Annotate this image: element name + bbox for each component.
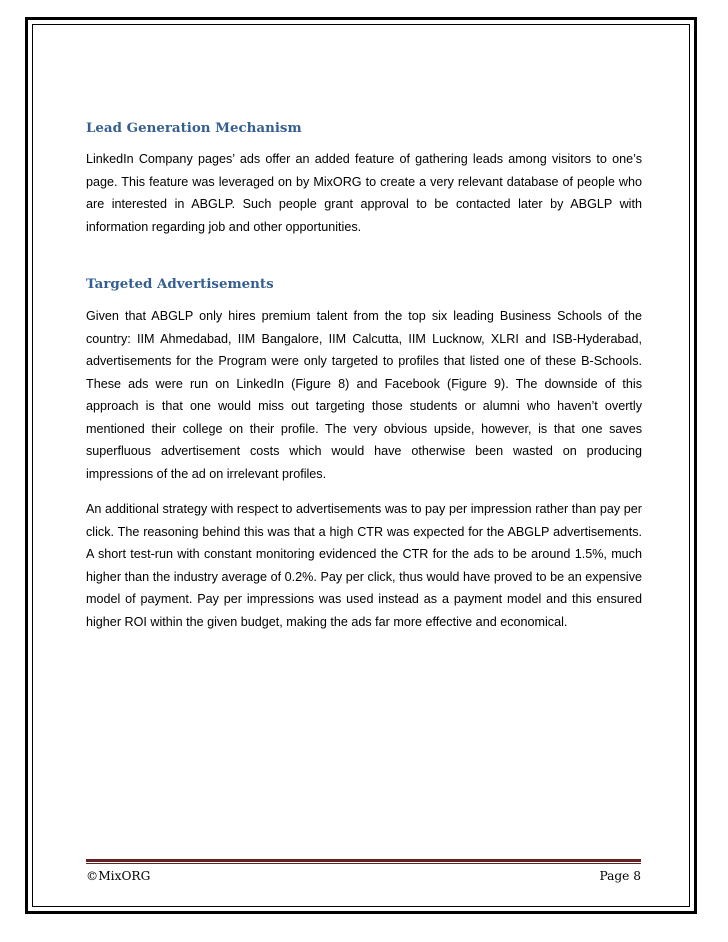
section-heading-lead-generation: Lead Generation Mechanism — [86, 120, 302, 136]
document-body — [86, 118, 642, 633]
targeted-ads-paragraph-1: Given that ABGLP only hires premium talent from the top six leading Business Schools of the country: IIM Ahmedabad, IIM Bangalore, IIM Calcutta, IIM Lucknow, XLRI and ISB-Hyderabad, advertisements for the Program were only targeted to profiles that listed one of these B-Schools. These ads were run on LinkedIn (Figure 8) and Facebook (Figure 9). The downside of this approach is that one would miss out targeting those students or alumni who haven’t overtly mentioned their college on their profile. The very obvious upside, however, is that one saves superfluous advertisement costs which would have otherwise been wasted on producing impressions of the ad on irrelevant profiles. — [86, 309, 642, 481]
footer-page-number: Page 8 — [599, 869, 641, 883]
section-heading-targeted-ads: Targeted Advertisements — [86, 276, 274, 292]
page-footer — [86, 866, 641, 886]
footer-copyright: ©MixORG — [86, 869, 151, 883]
targeted-ads-paragraph-2: An additional strategy with respect to advertisements was to pay per impression rather than pay per click. The reasoning behind this was that a high CTR was expected for the ABGLP advertisements. A short test-run with constant monitoring evidenced the CTR for the ads to be around 1.5%, much higher than the industry average of 0.2%. Pay per click, thus would have proved to be an expensive model of payment. Pay per impressions was used instead as a payment model and this ensured higher ROI within the given budget, making the ads far more effective and economical. — [86, 502, 642, 629]
footer-rule-thin — [86, 863, 641, 864]
footer-rule-thick — [86, 859, 641, 862]
lead-generation-paragraph: LinkedIn Company pages’ ads offer an added feature of gathering leads among visitors to one’s page. This feature was leveraged on by MixORG to create a very relevant database of people who are interested in ABGLP. Such people grant approval to be contacted later by ABGLP with information regarding job and other opportunities. — [86, 152, 642, 234]
